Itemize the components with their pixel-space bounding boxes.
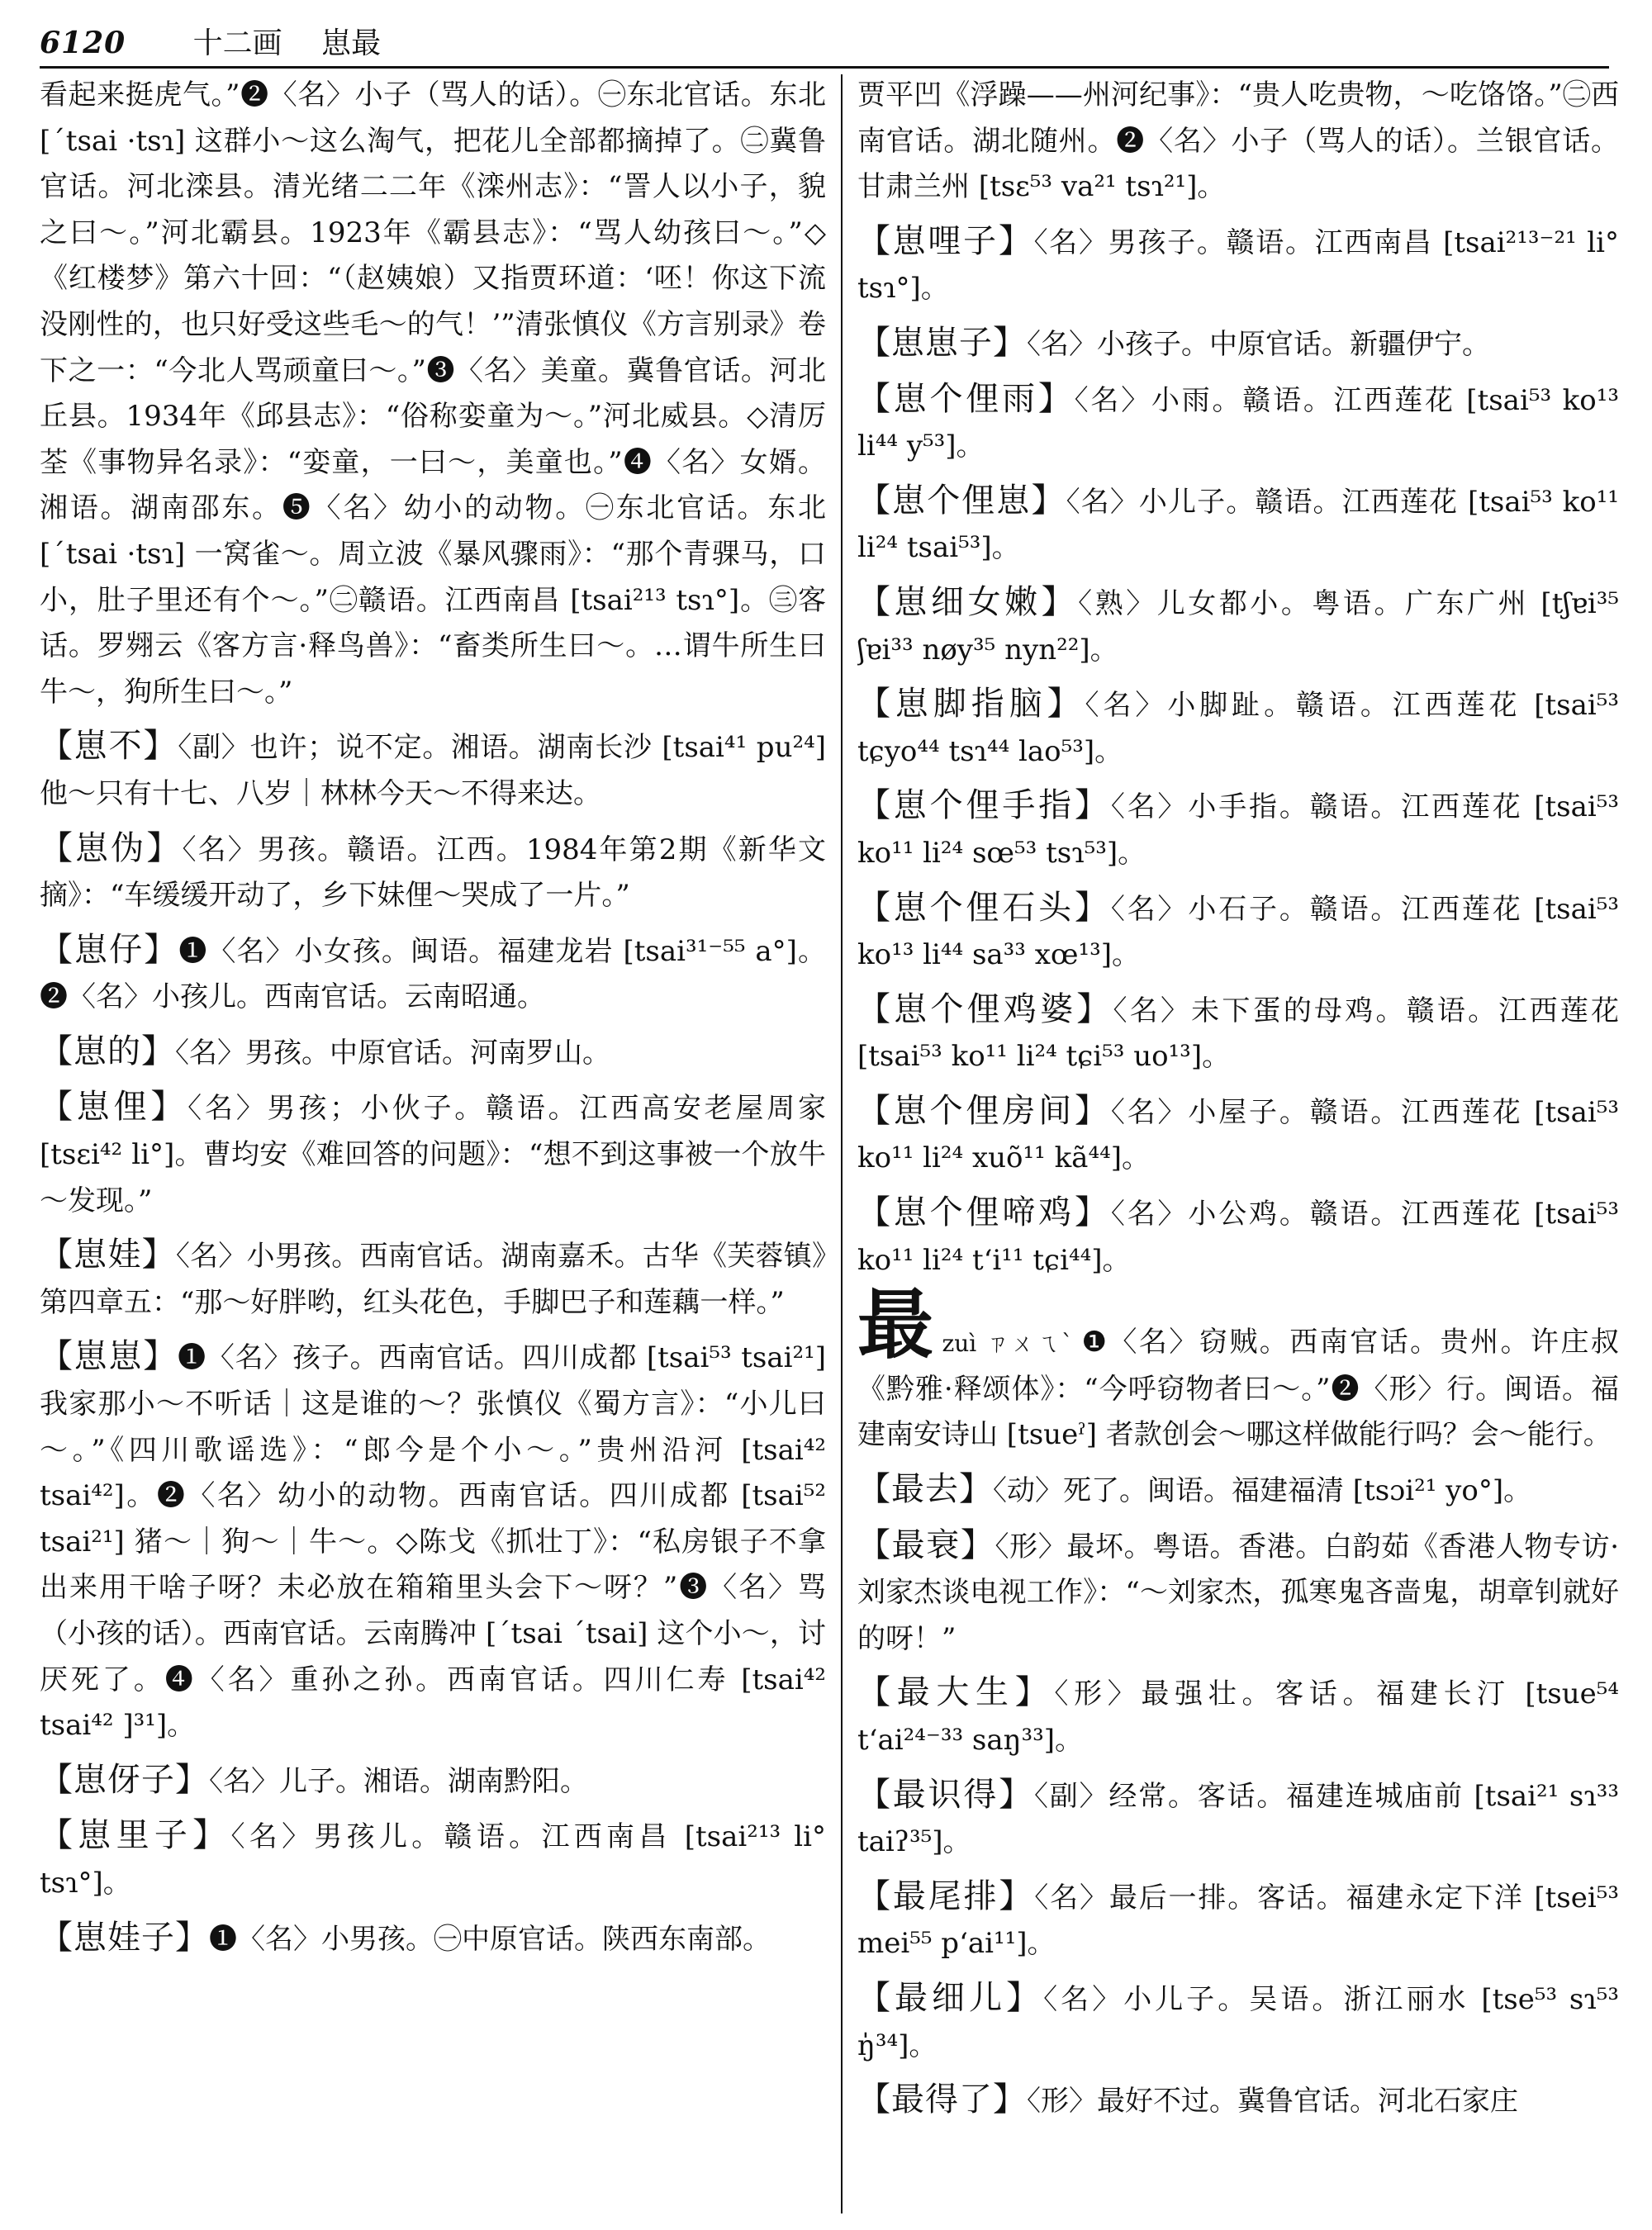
entry-zaiyazi — [40, 1758, 826, 1805]
entry-word: 【崽仔】 — [40, 930, 179, 969]
entry-definition: 〈形〉最坏。粤语。香港。白韵茹《香港人物专访·刘家杰谈电视工作》：“～刘家杰，孤寒鬼吝啬鬼，胡章钊就好的呀！” — [857, 1530, 1619, 1655]
entry-young-rooster — [857, 1190, 1619, 1283]
entry-small-rain — [857, 377, 1619, 470]
entry-zaizai-zi — [40, 928, 826, 1021]
column-divider — [841, 74, 843, 2213]
entry-zaizai — [40, 1334, 826, 1748]
entry-small-stone — [857, 885, 1619, 979]
entry-small-son — [857, 478, 1619, 572]
entry-word: 【崽娃】 — [40, 1236, 176, 1274]
entry-zaiwa — [40, 1232, 826, 1326]
entry-zuishuai — [857, 1523, 1619, 1663]
entry-definition: 〈形〉最好不过。冀鲁官话。河北石家庄 — [1027, 2085, 1518, 2118]
running-headwords: 崽最 — [321, 26, 382, 60]
entry-definition: 〈名〉未下蛋的母鸡。赣语。江西莲花 [tsai⁵³ ko¹¹ li²⁴ tɕi⁵³ uo¹³]。 — [857, 994, 1619, 1074]
entry-definition: ❶〈名〉窃贼。西南官话。贵州。许庄叔《黔雅·释颂体》：“今呼窃物者曰～。”❷〈形〉行。闽语。福建南安诗山 [tsueˀ] 者款创会～哪这样做能行吗？会～能行。 — [857, 1326, 1619, 1452]
entry-definition: 看起来挺虎气。”❷〈名〉小子（骂人的话）。㊀东北官话。东北 [ˊtsai ·tsɿ] 这群小～这么淘气，把花儿全部都摘掉了。㊁冀鲁官话。河北滦县。清光绪二二年《滦州志》：“詈人以小子，貌之曰～。”河北霸县。1923年《霸县志》：“骂人幼孩曰～。”◇《红楼梦》第六十回：“（赵姨娘）又指贾环道：‘呸！你这下流没刚性的，也只好受这些毛～的气！’”清张慎仪《方言别录》卷下之一：“今北人骂顽童曰～。”❸〈名〉美童。冀鲁官话。河北丘县。1934年《邱县志》：“俗称娈童为～。”河北威县。◇清厉荃《事物异名录》：“娈童，一曰～，美童也。”❹〈名〉女婿。湘语。湖南邵东。❺〈名〉幼小的动物。㊀东北官话。东北 [ˊtsai ·tsɿ] 一窝雀～。周立波《暴风骤雨》：“那个青骒马，口小，肚子里还有个～。”㊁赣语。江西南昌 [tsai²¹³ tsɿ°]。㊂客话。罗翙云《客方言·释鸟兽》：“畜类所生曰～。…谓牛所生曰牛～，狗所生曰～。” — [40, 78, 826, 709]
entry-zaizaizi — [857, 320, 1619, 368]
entry-definition: 〈熟〉儿女都小。粤语。广东广州 [tʃɐi³⁵ ʃɐi³³ nøy³⁵ nyn²²]。 — [857, 586, 1619, 667]
entry-definition: ❶〈名〉小男孩。㊀中原官话。陕西东南部。 — [209, 1922, 771, 1956]
entry-word: 【崽个俚雨】 — [857, 379, 1075, 418]
page-header — [40, 20, 1609, 69]
entry-word: 【崽崽】 — [40, 1337, 178, 1376]
entry-definition: 〈名〉儿子。湘语。湖南黔阳。 — [209, 1764, 588, 1798]
entry-word: 【崽个俚崽】 — [857, 481, 1066, 520]
entry-young-hen — [857, 987, 1619, 1080]
entry-definition: 贾平凹《浮躁——州河纪事》：“贵人吃贵物，～吃饹饹。”㊁西南官话。湖北随州。❷〈名〉小子（骂人的话）。兰银官话。甘肃兰州 [tsɛ⁵³ va²¹ tsɿ²¹]。 — [857, 78, 1619, 204]
entry-definition: 〈名〉小雨。赣语。江西莲花 [tsai⁵³ ko¹³ li⁴⁴ y⁵³]。 — [857, 383, 1619, 463]
entry-definition: 〈名〉小孩子。中原官话。新疆伊宁。 — [1027, 327, 1490, 361]
entry-word: 【崽里子】 — [40, 1816, 231, 1855]
right-column — [857, 73, 1619, 2220]
entry-definition: 〈名〉男孩；小伙子。赣语。江西高安老屋周家 [tsɛi⁴² li°]。曹均安《难回答的问题》：“想不到这事被一个放牛～发现。” — [40, 1092, 826, 1217]
entry-word: 【崽个俚手指】 — [857, 786, 1111, 825]
entry-zaide — [40, 1029, 826, 1077]
entry-definition: 〈名〉小屋子。赣语。江西莲花 [tsai⁵³ ko¹¹ li²⁴ xuõ¹¹ kã⁴⁴]。 — [857, 1095, 1619, 1175]
entry-word: 【最细儿】 — [857, 1978, 1044, 2017]
entry-definition: 〈名〉小儿子。吴语。浙江丽水 [tse⁵³ sɿ⁵³ ŋ̍³⁴]。 — [857, 1982, 1619, 2062]
stroke-section: 十二画 — [192, 26, 282, 60]
entry-word: 【最去】 — [857, 1470, 993, 1509]
entry-definition: 〈副〉也许；说不定。湘语。湖南长沙 [tsai⁴¹ pu²⁴] 他～只有十七、八岁｜林林今天～不得来达。 — [40, 731, 826, 810]
entry-definition: 〈名〉最后一排。客话。福建永定下洋 [tsei⁵³ mei⁵⁵ pʻai¹¹]。 — [857, 1881, 1619, 1961]
head-pinyin: zuì ㄗㄨㄟˋ — [942, 1330, 1075, 1358]
entry-definition: 〈名〉小公鸡。赣语。江西莲花 [tsai⁵³ ko¹¹ li²⁴ tʻi¹¹ tɕi⁴⁴]。 — [857, 1198, 1619, 1277]
entry-word: 【崽娃子】 — [40, 1918, 209, 1957]
entry-word: 【崽脚指脑】 — [857, 685, 1085, 724]
entry-word: 【崽崽子】 — [857, 323, 1027, 362]
entry-small-room — [857, 1089, 1619, 1182]
entry-word: 【崽伢子】 — [40, 1760, 209, 1799]
entry-word: 【崽不】 — [40, 727, 178, 766]
entry-word: 【最衰】 — [857, 1525, 995, 1564]
entry-word: 【崽俚】 — [40, 1088, 188, 1127]
entry-definition: 〈副〉经常。客话。福建连城庙前 [tsai²¹ sɿ³³ taiʔ³⁵]。 — [857, 1779, 1619, 1859]
entry-word: 【崽个俚房间】 — [857, 1091, 1111, 1130]
entry-word: 【最识得】 — [857, 1775, 1034, 1814]
entry-zailizi — [40, 1813, 826, 1906]
entry-definition: 〈名〉小儿子。赣语。江西莲花 [tsai⁵³ ko¹¹ li²⁴ tsai⁵³]。 — [857, 485, 1619, 565]
entry-zuixier — [857, 1976, 1619, 2069]
entry-word: 【最大生】 — [857, 1673, 1055, 1712]
entry-zuiqu — [857, 1467, 1619, 1515]
entry-head-zui — [857, 1280, 1619, 1459]
entry-definition: 〈名〉男孩子。赣语。江西南昌 [tsai²¹³⁻²¹ li° tsɿ°]。 — [857, 225, 1619, 306]
entry-zaiwazi — [40, 1915, 826, 1963]
entry-definition: 〈名〉小石子。赣语。江西莲花 [tsai⁵³ ko¹³ li⁴⁴ sa³³ xœ¹³]。 — [857, 892, 1619, 972]
entry-word: 【最得了】 — [857, 2081, 1027, 2119]
entry-definition: 〈动〉死了。闽语。福建福清 [tsɔi²¹ yo°]。 — [993, 1474, 1532, 1508]
entry-zaibu — [40, 724, 826, 817]
entry-word: 【崽个俚啼鸡】 — [857, 1193, 1111, 1232]
entry-continuation — [40, 73, 826, 715]
entry-zuishide — [857, 1772, 1619, 1866]
page-number: 6120 — [40, 26, 126, 60]
entry-definition: 〈名〉小脚趾。赣语。江西莲花 [tsai⁵³ tɕyo⁴⁴ tsɿ⁴⁴ lao⁵³]。 — [857, 689, 1619, 768]
entry-continuation — [857, 73, 1619, 211]
entry-definition: 〈名〉男孩。赣语。江西。1984年第2期《新华文摘》：“车缓缓开动了，乡下妹俚～哭成了一片。” — [40, 833, 826, 913]
entry-zailizi-2 — [857, 219, 1619, 312]
entry-definition: 〈名〉男孩儿。赣语。江西南昌 [tsai²¹³ li° tsɿ°]。 — [40, 1820, 826, 1900]
entry-word: 【崽细女嫩】 — [857, 582, 1079, 621]
entry-children-small — [857, 580, 1619, 673]
entry-little-finger — [857, 783, 1619, 876]
entry-definition: 〈形〉最强壮。客话。福建长汀 [tsue⁵⁴ tʻai²⁴⁻³³ saŋ³³]。 — [857, 1677, 1619, 1757]
left-column — [40, 73, 826, 2220]
entry-word: 【崽个俚石头】 — [857, 888, 1111, 927]
entry-definition: 〈名〉男孩。中原官话。河南罗山。 — [175, 1036, 610, 1070]
entry-definition: ❶〈名〉小女孩。闽语。福建龙岩 [tsai³¹⁻⁵⁵ a°]。❷〈名〉小孩儿。西南官话。云南昭通。 — [40, 934, 826, 1014]
entry-zuiweipai — [857, 1874, 1619, 1967]
entry-definition: 〈名〉小手指。赣语。江西莲花 [tsai⁵³ ko¹¹ li²⁴ sœ⁵³ tsɿ⁵³]。 — [857, 790, 1619, 870]
entry-little-toe — [857, 681, 1619, 775]
entry-word: 【崽哩子】 — [857, 221, 1034, 260]
entry-definition: 〈名〉小男孩。西南官话。湖南嘉禾。古华《芙蓉镇》第四章五：“那～好胖哟，红头花色，手脚巴子和莲藕一样。” — [40, 1240, 826, 1319]
entry-definition: ❶〈名〉孩子。西南官话。四川成都 [tsai⁵³ tsai²¹] 我家那小～不听话｜这是谁的～？张慎仪《蜀方言》：“小儿曰～。”《四川歌谣选》：“郎今是个小～。”贵州沿河 [tsai⁴² tsai⁴²]。❷〈名〉幼小的动物。西南官话。四川成都 [tsai⁵² tsai²¹] 猪～｜狗～｜牛～。◇陈戈《抓壮丁》：“私房银子不拿出来用干啥子呀？未必放在箱箱里头会下～呀？”❸〈名〉骂（小孩的话）。西南官话。云南腾冲 [ˊtsai ˊtsai] 这个小～，讨厌死了。❹〈名〉重孙之孙。西南官话。四川仁寿 [tsai⁴² tsai⁴² ]³¹]。 — [40, 1341, 826, 1743]
head-character: 最 — [857, 1280, 936, 1370]
entry-zuidele — [857, 2077, 1619, 2125]
entry-word: 【崽的】 — [40, 1032, 175, 1070]
entry-word: 【最尾排】 — [857, 1877, 1035, 1915]
entry-word: 【崽个俚鸡婆】 — [857, 989, 1113, 1028]
entry-zuidasheng — [857, 1670, 1619, 1763]
entry-word: 【崽伪】 — [40, 828, 183, 867]
entry-zaili — [40, 1084, 826, 1224]
entry-zaiwei — [40, 826, 826, 919]
